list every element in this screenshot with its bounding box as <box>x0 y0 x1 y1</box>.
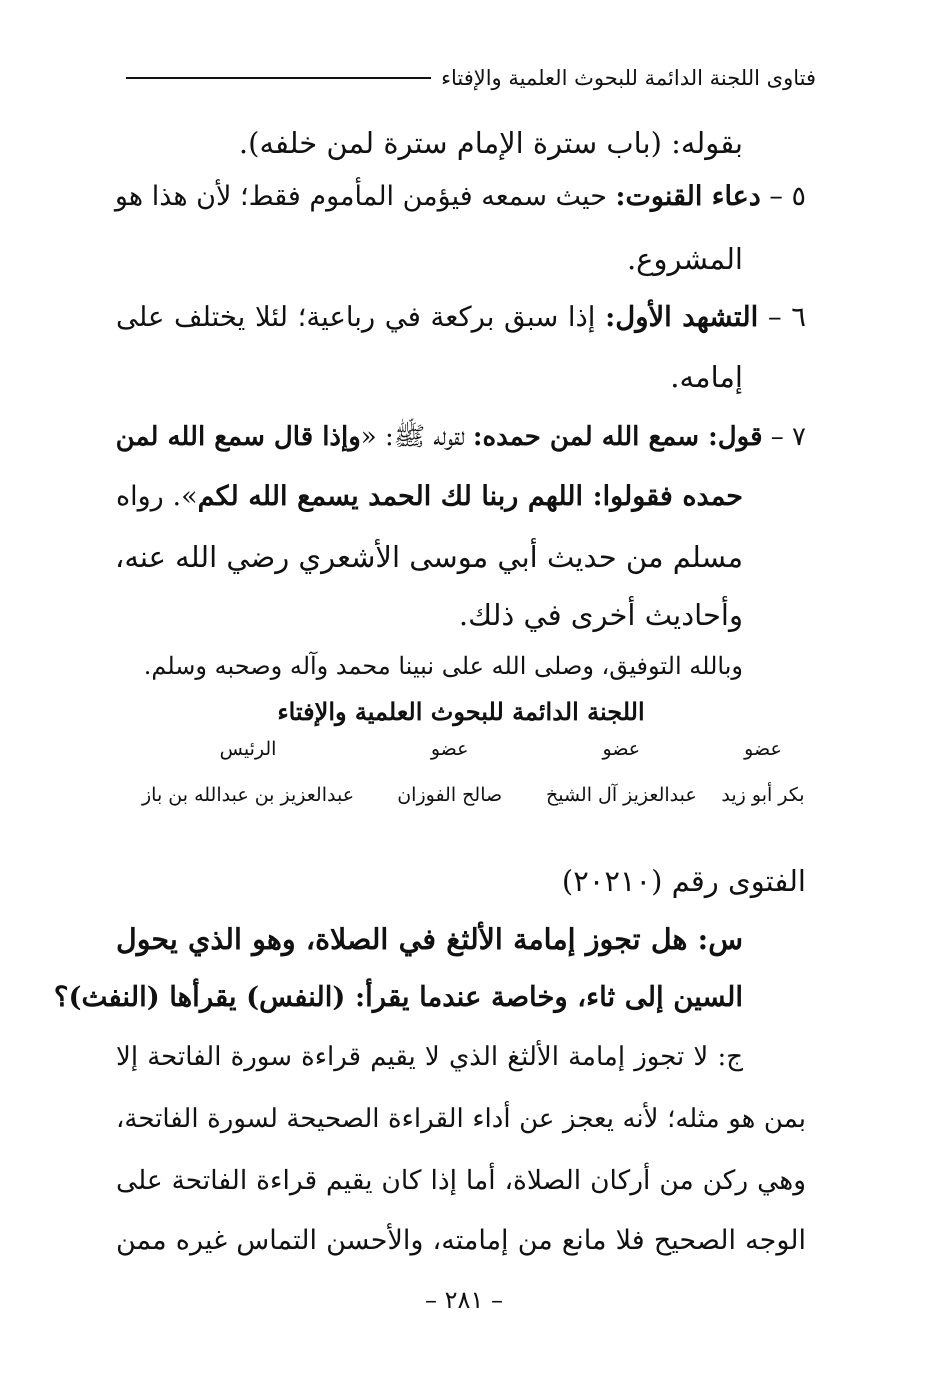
item-6-text: إذا سبق بركعة في رباعية؛ لئلا يختلف على <box>116 301 606 333</box>
header-rule <box>126 77 431 79</box>
closing-prayer: وبالله التوفيق، وصلى الله على نبينا محمد وآله وصحبه وسلم. <box>143 652 743 680</box>
item-5-number: ٥ – <box>760 181 806 212</box>
answer-line-3: وهي ركن من أركان الصلاة، أما إذا كان يقيم قراءة الفاتحة على <box>116 1165 806 1196</box>
name-saleh-al-fawzan: صالح الفوزان <box>397 784 503 806</box>
item-6-number: ٦ – <box>758 301 807 333</box>
answer-line-1: ج: لا تجوز إمامة الألثغ الذي لا يقيم قراءة سورة الفاتحة إلا <box>116 1042 743 1072</box>
narration-line: مسلم من حديث أبي موسى الأشعري رضي الله عنه، <box>114 540 743 574</box>
role-member-1: عضو <box>744 738 782 760</box>
answer-line-4: الوجه الصحيح فلا مانع من إمامته، والأحسن التماس غيره ممن <box>116 1225 806 1256</box>
hadith-quote-line <box>116 472 743 522</box>
item-7-number: ٧ – <box>762 422 806 452</box>
line-1: بقوله: (باب سترة الإمام سترة لمن خلفه). <box>238 126 743 160</box>
item-5-continuation: المشروع. <box>626 242 743 276</box>
role-member-3: عضو <box>430 738 469 760</box>
role-member-2: عضو <box>602 738 641 760</box>
committee-name: اللجنة الدائمة للبحوث العلمية والإفتاء <box>277 697 645 726</box>
committee-line <box>116 692 806 732</box>
page-number-row <box>0 1286 928 1314</box>
fatwa-number: الفتوى رقم (٢٠٢١٠) <box>561 864 806 898</box>
name-bakr-abu-zaid: بكر أبو زيد <box>721 784 805 806</box>
role-chairman: الرئيس <box>219 738 277 760</box>
question-line-1 <box>116 914 743 965</box>
item-5-line <box>116 172 806 222</box>
item-7-heading: قول: سمع الله لمن حمده: <box>472 422 763 452</box>
item-7-text: لقوله ﷺ: « <box>360 422 473 452</box>
item-6-continuation: إمامه. <box>670 360 743 394</box>
item-6-heading: التشهد الأول: <box>605 301 759 333</box>
narration-text: ». رواه <box>116 481 198 512</box>
header-title: فتاوى اللجنة الدائمة للبحوث العلمية والإفتاء <box>441 66 816 90</box>
item-6-line <box>116 292 806 342</box>
page-number: – ٢٨١ – <box>425 1286 503 1314</box>
signatory-roles <box>138 738 808 760</box>
hadith-quote-start: وإذا قال سمع الله لمن <box>115 422 361 452</box>
hadith-quote-end: حمده فقولوا: اللهم ربنا لك الحمد يسمع الله لكم <box>197 481 743 512</box>
question-text-2: السين إلى ثاء، وخاصة عندما يقرأ: (النفس) يقرأها (النفث)؟ <box>53 981 743 1013</box>
item-5-heading: دعاء القنوت: <box>615 181 761 212</box>
signatory-names <box>138 784 808 806</box>
question-text-1: س: هل تجوز إمامة الألثغ في الصلاة، وهو الذي يحول <box>116 922 743 956</box>
name-bin-baz: عبدالعزيز بن عبدالله بن باز <box>142 784 355 806</box>
answer-line-2: بمن هو مثله؛ لأنه يعجز عن أداء القراءة الصحيحة لسورة الفاتحة، <box>116 1104 806 1134</box>
question-line-2 <box>53 972 743 1022</box>
item-7-line <box>116 412 806 462</box>
item-5-text: حيث سمعه فيؤمن المأموم فقط؛ لأن هذا هو <box>114 181 616 212</box>
name-abdulaziz-al-sheikh: عبدالعزيز آل الشيخ <box>545 784 697 806</box>
running-header <box>126 60 816 96</box>
narration-continuation: وأحاديث أخرى في ذلك. <box>458 598 743 632</box>
